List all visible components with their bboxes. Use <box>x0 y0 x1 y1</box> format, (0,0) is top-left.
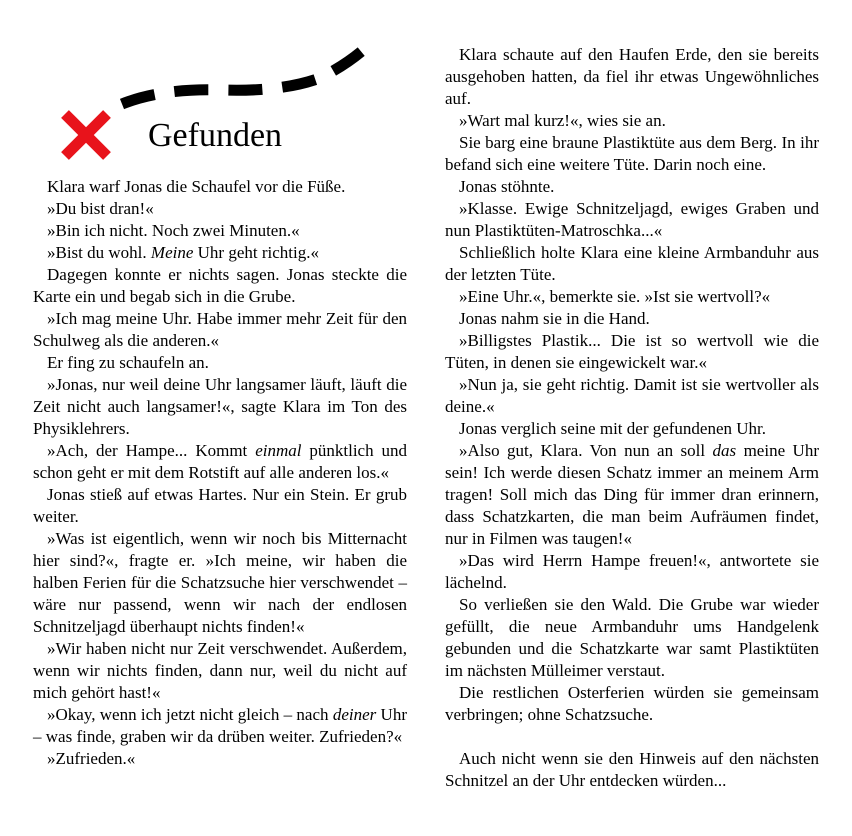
paragraph <box>445 748 819 792</box>
text-run: »Du bist dran!« <box>47 199 154 218</box>
paragraph <box>33 748 407 770</box>
paragraph <box>33 374 407 440</box>
text-run: Die restlichen Osterferien würden sie gemeinsam verbringen; ohne Schatzsuche. <box>445 683 819 724</box>
text-run: »Das wird Herrn Hampe freuen!«, antwortete sie lächelnd. <box>445 551 819 592</box>
paragraph <box>445 550 819 594</box>
text-run: Dagegen konnte er nichts sagen. Jonas steckte die Karte ein und begab sich in die Grube. <box>33 265 407 306</box>
text-run: Er fing zu schaufeln an. <box>47 353 209 372</box>
paragraph <box>445 308 819 330</box>
paragraph <box>33 264 407 308</box>
text-run: »Billigstes Plastik... Die ist so wertvoll wie die Tüten, in denen sie eingewickelt war.« <box>445 331 819 372</box>
paragraph <box>445 330 819 374</box>
text-run: Klara schaute auf den Haufen Erde, den sie bereits ausgehoben hatten, da fiel ihr etwas Ungewöhnliches auf. <box>445 45 819 108</box>
text-run: Schließlich holte Klara eine kleine Armbanduhr aus der letzten Tüte. <box>445 243 819 284</box>
paragraph <box>445 44 819 110</box>
paragraph <box>445 110 819 132</box>
text-run: So verließen sie den Wald. Die Grube war wieder gefüllt, die neue Armbanduhr ums Handgelenk gebunden und die Schatzkarte war samt Plastiktüten im nächsten Mülleimer verstaut. <box>445 595 819 680</box>
dashed-path <box>122 40 374 104</box>
paragraph <box>33 198 407 220</box>
text-run: »Klasse. Ewige Schnitzeljagd, ewiges Graben und nun Plastiktüten-Matroschka...« <box>445 199 819 240</box>
text-run: Uhr – was finde, graben wir da drüben weiter. Zufrieden?« <box>33 705 407 746</box>
paragraph <box>33 220 407 242</box>
text-run: »Okay, wenn ich jetzt nicht gleich – nach <box>47 705 333 724</box>
paragraph <box>33 528 407 638</box>
emphasis: das <box>712 441 737 460</box>
emphasis: Meine <box>150 243 194 262</box>
text-run: Jonas stöhnte. <box>459 177 555 196</box>
paragraph <box>445 418 819 440</box>
text-run: Klara warf Jonas die Schaufel vor die Füße. <box>47 177 346 196</box>
paragraph <box>33 176 407 198</box>
paragraph <box>33 484 407 528</box>
text-run: Jonas verglich seine mit der gefundenen Uhr. <box>459 419 767 438</box>
text-run: Auch nicht wenn sie den Hinweis auf den nächsten Schnitzel an der Uhr entdecken würden... <box>445 749 819 790</box>
right-text-column <box>445 44 819 792</box>
text-run: Uhr geht richtig.« <box>193 243 319 262</box>
text-run: meine Uhr sein! Ich werde diesen Schatz immer an meinem Arm tragen! Soll mich das Ding für immer dran erinnern, dass Schatzkarten, die man beim Aufräumen findet, nur in Filmen was taugen!« <box>445 441 819 548</box>
text-run: »Zufrieden.« <box>47 749 136 768</box>
paragraph <box>33 638 407 704</box>
text-run: »Jonas, nur weil deine Uhr langsamer läuft, läuft die Zeit nicht auch langsamer!«, sagte Klara im Ton des Physiklehrers. <box>33 375 407 438</box>
text-run: »Ach, der Hampe... Kommt <box>47 441 256 460</box>
text-run: »Wir haben nicht nur Zeit verschwendet. Außerdem, wenn wir nichts finden, dann nur, weil du nicht auf mich gehört hast!« <box>33 639 407 702</box>
emphasis: einmal <box>255 441 302 460</box>
emphasis: deiner <box>332 705 377 724</box>
paragraph <box>445 198 819 242</box>
paragraph <box>445 440 819 550</box>
paragraph <box>33 308 407 352</box>
text-run: Jonas stieß auf etwas Hartes. Nur ein Stein. Er grub weiter. <box>33 485 407 526</box>
text-run: »Bin ich nicht. Noch zwei Minuten.« <box>47 221 300 240</box>
paragraph <box>33 242 407 264</box>
text-run: »Wart mal kurz!«, wies sie an. <box>459 111 666 130</box>
paragraph <box>33 440 407 484</box>
left-text-column <box>33 176 407 770</box>
text-run: Sie barg eine braune Plastiktüte aus dem Berg. In ihr befand sich eine weitere Tüte. Darin noch eine. <box>445 133 819 174</box>
paragraph <box>33 704 407 748</box>
paragraph <box>445 132 819 176</box>
chapter-title: Gefunden <box>148 117 283 154</box>
x-marker-icon <box>65 114 107 156</box>
text-run: »Nun ja, sie geht richtig. Damit ist sie wertvoller als deine.« <box>445 375 819 416</box>
paragraph <box>445 594 819 682</box>
text-run: »Bist du wohl. <box>47 243 151 262</box>
paragraph <box>445 286 819 308</box>
text-run: »Was ist eigentlich, wenn wir noch bis Mitternacht hier sind?«, fragte er. »Ich meine, wir haben die halben Ferien für die Schatzsuche hier verschwendet – wäre nur passend, wenn wir nach der endlosen Schnitzeljagd überhaupt nichts finden!« <box>33 529 407 636</box>
paragraph <box>445 682 819 726</box>
paragraph <box>445 176 819 198</box>
text-run: »Ich mag meine Uhr. Habe immer mehr Zeit für den Schulweg als die anderen.« <box>33 309 407 350</box>
text-run: »Also gut, Klara. Von nun an soll <box>459 441 713 460</box>
text-run: pünktlich und schon geht er mit dem Rotstift auf alle anderen los.« <box>33 441 407 482</box>
text-run: Jonas nahm sie in die Hand. <box>459 309 650 328</box>
paragraph <box>33 352 407 374</box>
paragraph <box>445 374 819 418</box>
text-run: »Eine Uhr.«, bemerkte sie. »Ist sie wertvoll?« <box>459 287 771 306</box>
paragraph <box>445 242 819 286</box>
